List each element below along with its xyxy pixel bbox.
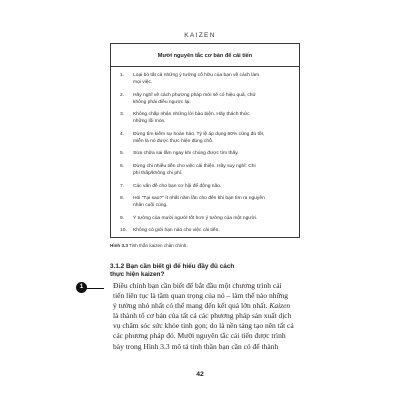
- audio-marker-icon[interactable]: 1: [76, 282, 87, 293]
- principle-text-line: Ý tưởng của mười người tốt hơn ý tưởng của một người.: [133, 215, 258, 221]
- principle-text-line: phí thấp/không chi phí.: [133, 170, 183, 176]
- principle-text-line: Loại bỏ tất cả những ý tưởng cố hữu của bạn về cách làm: [133, 73, 260, 78]
- principle-text-line: những lối mòn.: [133, 119, 166, 125]
- audio-marker-line: [86, 288, 104, 289]
- principle-number: 2.: [120, 92, 125, 98]
- principle-number: 10.: [120, 228, 127, 234]
- principle-item: [120, 92, 291, 106]
- figure-caption: [110, 243, 188, 248]
- body-line: các phương pháp đó. Mười nguyên tắc cải tiến được trình: [113, 331, 286, 341]
- principle-item: [120, 183, 291, 190]
- principle-text-line: miễn là nó được thực hiện đúng chỗ.: [133, 138, 214, 144]
- section-heading-line: 3.1.2 Bạn cần biết gì để hiểu đầy đủ cách: [110, 263, 235, 270]
- principle-text-line: không phải điều ngược lại.: [133, 99, 191, 105]
- principle-number: 6.: [120, 163, 125, 169]
- figure-caption-label: Hình 3.3: [110, 243, 128, 248]
- body-line: bày trong Hình 3.3 mô tả tinh thần bạn cần có để thành: [113, 341, 279, 351]
- body-line: Điều chính bạn cần biết để bắt đầu một chương trình cải: [113, 281, 282, 290]
- body-line: [113, 301, 303, 311]
- principle-text-line: Hỏi "Tại sao?" ít nhất năm lần cho đến khi bạn tìm ra nguyên: [133, 196, 265, 202]
- figure-title-divider: [111, 66, 299, 67]
- principle-text-line: mọi việc.: [133, 80, 153, 85]
- principle-item: [120, 215, 291, 222]
- principle-number: 9.: [120, 215, 125, 221]
- principle-item: [120, 131, 291, 145]
- principle-text-line: Đừng chi nhiều tiền cho việc cải thiện. Hãy suy nghĩ: Chi: [133, 163, 256, 169]
- principle-number: 4.: [120, 131, 125, 137]
- principles-figure: [110, 43, 300, 238]
- principle-item: [120, 150, 291, 157]
- principle-text-line: Không có giới hạn nào cho việc cải tiến.: [133, 228, 220, 234]
- principle-text-line: Không chấp nhận những lời bào biện. Hãy thách thức: [133, 112, 250, 118]
- figure-caption-text: Tinh thần kaizen chân chính.: [127, 243, 188, 248]
- body-line: tiến liên tục là tầm quan trọng của nó – làm thế nào những: [113, 291, 289, 301]
- section-heading: [110, 263, 300, 280]
- body-italic-term: Kaizen: [269, 301, 291, 311]
- section-heading-line: thực hiện kaizen?: [110, 271, 165, 279]
- page-number: 42: [196, 371, 204, 378]
- body-line: là thành tố cơ bản của tất cả các phương pháp sản xuất dịch: [113, 311, 292, 321]
- principle-text-line: Sửa chữa sai lầm ngay khi chúng được tìm thấy.: [133, 151, 239, 157]
- principle-text-line: nhân cuối cùng.: [133, 203, 168, 209]
- body-line: vụ chăm sóc sức khỏe tinh gọn; do là nền tảng tạo nên tất cả: [113, 321, 294, 331]
- principle-item: [120, 111, 291, 125]
- body-line-text: ý tưởng nhỏ nhất có thể mang đến kết quả lớn nhất.: [113, 301, 268, 311]
- principle-item: [120, 227, 291, 234]
- principle-item: [120, 195, 291, 209]
- principle-number: 5.: [120, 151, 125, 157]
- running-head: KAIZEN: [184, 32, 216, 39]
- body-paragraph: [113, 281, 303, 352]
- principle-text-line: Các vấn đề cho bạn cơ hội để động não.: [133, 183, 222, 189]
- principle-item: [120, 72, 291, 86]
- principle-number: 8.: [120, 196, 125, 202]
- figure-title: Mười nguyên tắc cơ bản để cải tiến: [157, 53, 253, 59]
- audio-marker[interactable]: [76, 282, 104, 294]
- principle-text-line: Hãy nghĩ về cách phương pháp mới sẽ có hiệu quả, chứ: [133, 92, 256, 98]
- principle-number: 7.: [120, 183, 125, 189]
- principle-text-line: Đừng tìm kiếm sự hoàn hảo. Tỷ lệ áp dụng 50% cũng đủ tốt,: [133, 131, 265, 137]
- principles-list: [120, 72, 291, 240]
- principle-number: 1.: [120, 73, 125, 78]
- principle-number: 3.: [120, 112, 125, 118]
- principle-item: [120, 163, 291, 177]
